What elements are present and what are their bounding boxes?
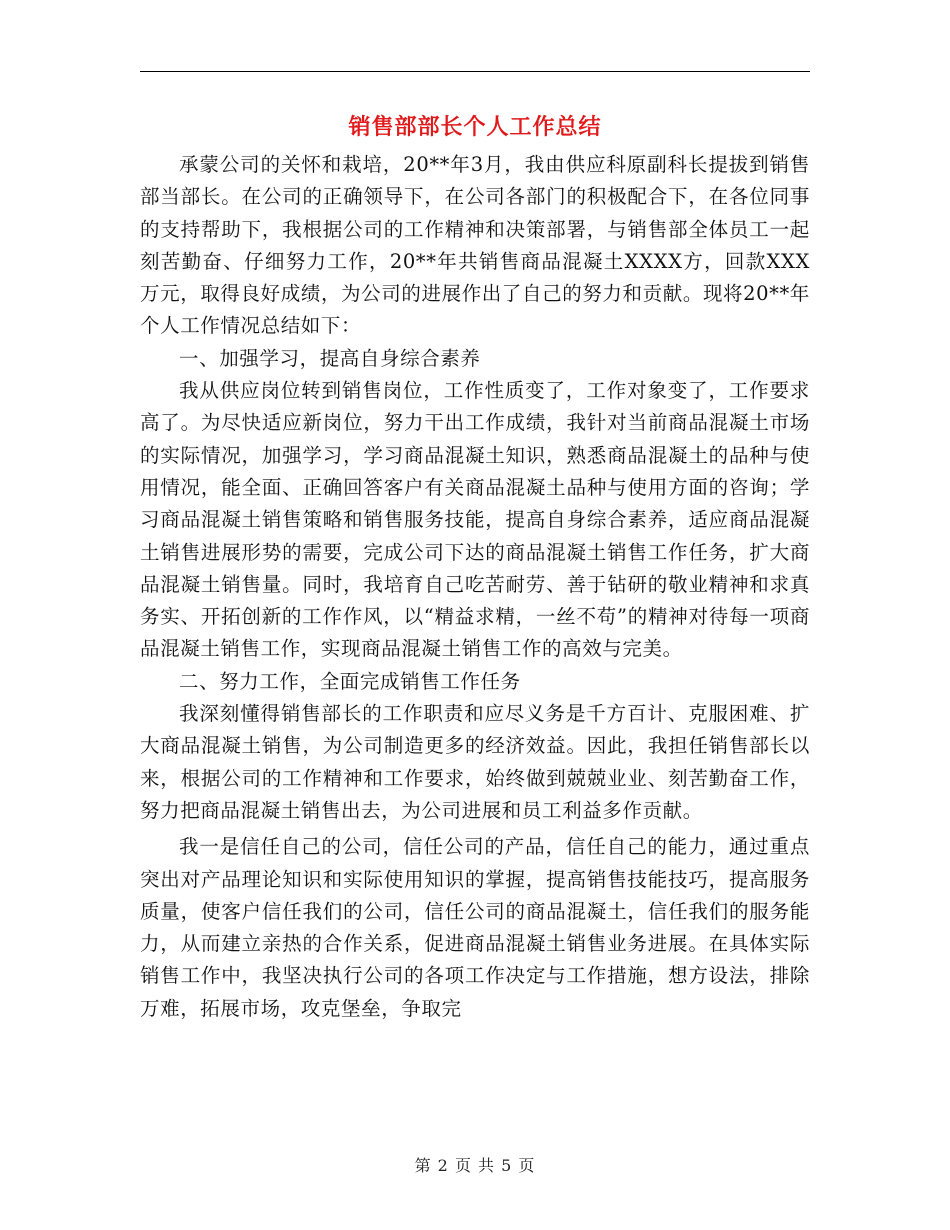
paragraph-section-2: 我深刻懂得销售部长的工作职责和应尽义务是千方百计、克服困难、扩大商品混凝土销售，为公司制造更多的经济效益。因此，我担任销售部长以来，根据公司的工作精神和工作要求，始终做到兢兢业业、刻苦勤奋工作，努力把商品混凝土销售出去，为公司进展和员工利益多作贡献。: [140, 702, 810, 822]
paragraph-section-2-detail: 我一是信任自己的公司，信任公司的产品，信任自己的能力，通过重点突出对产品理论知识和实际使用知识的掌握，提高销售技能技巧，提高服务质量，使客户信任我们的公司，信任公司的商品混凝土，信任我们的服务能力，从而建立亲热的合作关系，促进商品混凝土销售业务进展。在具体实际销售工作中，我坚决执行公司的各项工作决定与工作措施，想方设法，排除万难，拓展市场，攻克堡垒，争取完: [140, 835, 810, 1020]
header-rule: [140, 71, 810, 72]
document-body: [140, 149, 810, 1025]
section-heading-2: 二、努力工作，全面完成销售工作任务: [179, 669, 521, 693]
page-number: 第 2 页 共 5 页: [414, 1156, 536, 1175]
document-title: 销售部部长个人工作总结: [348, 114, 602, 140]
paragraph-section-1: 我从供应岗位转到销售岗位，工作性质变了，工作对象变了，工作要求高了。为尽快适应新岗位，努力干出工作成绩，我针对当前商品混凝土市场的实际情况，加强学习，学习商品混凝土知识，熟悉商品混凝土的品种与使用情况，能全面、正确回答客户有关商品混凝土品种与使用方面的咨询；学习商品混凝土销售策略和销售服务技能，提高自身综合素养，适应商品混凝土销售进展形势的需要，完成公司下达的商品混凝土销售工作任务，扩大商品混凝土销售量。同时，我培育自己吃苦耐劳、善于钻研的敬业精神和求真务实、开拓创新的工作作风，以“精益求精，一丝不苟”的精神对待每一项商品混凝土销售工作，实现商品混凝土销售工作的高效与完美。: [140, 379, 810, 661]
section-heading-1: 一、加强学习，提高自身综合素养: [179, 346, 481, 370]
paragraph-intro: 承蒙公司的关怀和栽培，20**年3月，我由供应科原副科长提拔到销售部当部长。在公司的正确领导下，在公司各部门的积极配合下，在各位同事的支持帮助下，我根据公司的工作精神和决策部署，与销售部全体员工一起刻苦勤奋、仔细努力工作，20**年共销售商品混凝土XXXX方，回款XXX万元，取得良好成绩，为公司的进展作出了自己的努力和贡献。现将20**年个人工作情况总结如下：: [140, 153, 810, 338]
